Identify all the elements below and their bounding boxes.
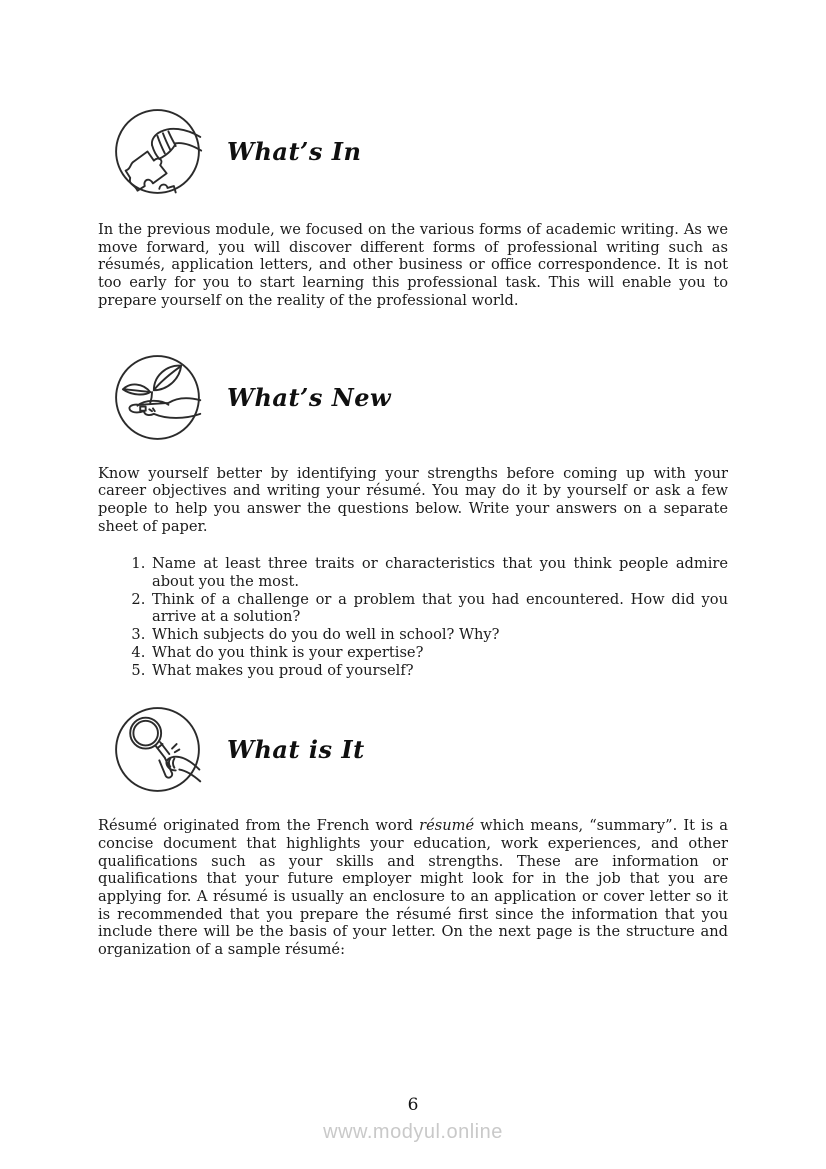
watermark-url: www.modyul.online [323, 1121, 503, 1143]
section-heading-whats-in: What’s In [227, 137, 362, 166]
paragraph-what-is-it [98, 817, 728, 959]
question-item-2: 2. Think of a challenge or a problem that you had encountered. How did you arrive at a solution? [150, 591, 728, 626]
question-item-3: 3. Which subjects do you do well in school? Why? [150, 626, 728, 644]
question-item-1: 1. Name at least three traits or characteristics that you think people admire about you the most. [150, 555, 728, 590]
paragraph-what-is-it-lead: Résumé originated from the French word [98, 817, 420, 835]
question-item-4: 4. What do you think is your expertise? [150, 644, 728, 662]
section-header-what-is-it [112, 704, 728, 795]
section-heading-what-is-it: What is It [227, 735, 365, 765]
page-number: 6 [407, 1095, 419, 1115]
section-heading-whats-new: What’s New [227, 382, 392, 412]
question-item-5: 5. What makes you proud of yourself? [150, 662, 728, 680]
self-assessment-question-list [98, 555, 728, 679]
page-content [98, 0, 728, 959]
puzzle-piece-hand-icon [112, 106, 203, 197]
section-header-whats-new [112, 352, 728, 443]
hand-holding-plant-icon [112, 352, 203, 443]
french-word-resume-italic: résumé [419, 817, 475, 835]
paragraph-whats-in: In the previous module, we focused on the various forms of academic writing. As we move forward, you will discover different forms of professional writing such as résumés, application letters, and other business or office correspondence. It is not too early for you to start learning this professional task. This will enable you to prepare yourself on the reality of the professional world. [98, 221, 728, 309]
section-header-whats-in [112, 106, 728, 197]
magnifying-glass-hand-icon [112, 704, 203, 795]
paragraph-what-is-it-rest: which means, “summary”. It is a concise document that highlights your education, work experiences, and other qualifications such as your skills and strengths. These are information or qualifications that your future employer might look for in the job that you are applying for. A résumé is usually an enclosure to an application or cover letter so it is recommended that you prepare the résumé first since the information that you include there will be the basis of your letter. On the next page is the structure and organization of a sample résumé: [98, 817, 728, 959]
paragraph-whats-new: Know yourself better by identifying your strengths before coming up with your career objectives and writing your résumé. You may do it by yourself or ask a few people to help you answer the questions below. Write your answers on a separate sheet of paper. [98, 464, 728, 535]
